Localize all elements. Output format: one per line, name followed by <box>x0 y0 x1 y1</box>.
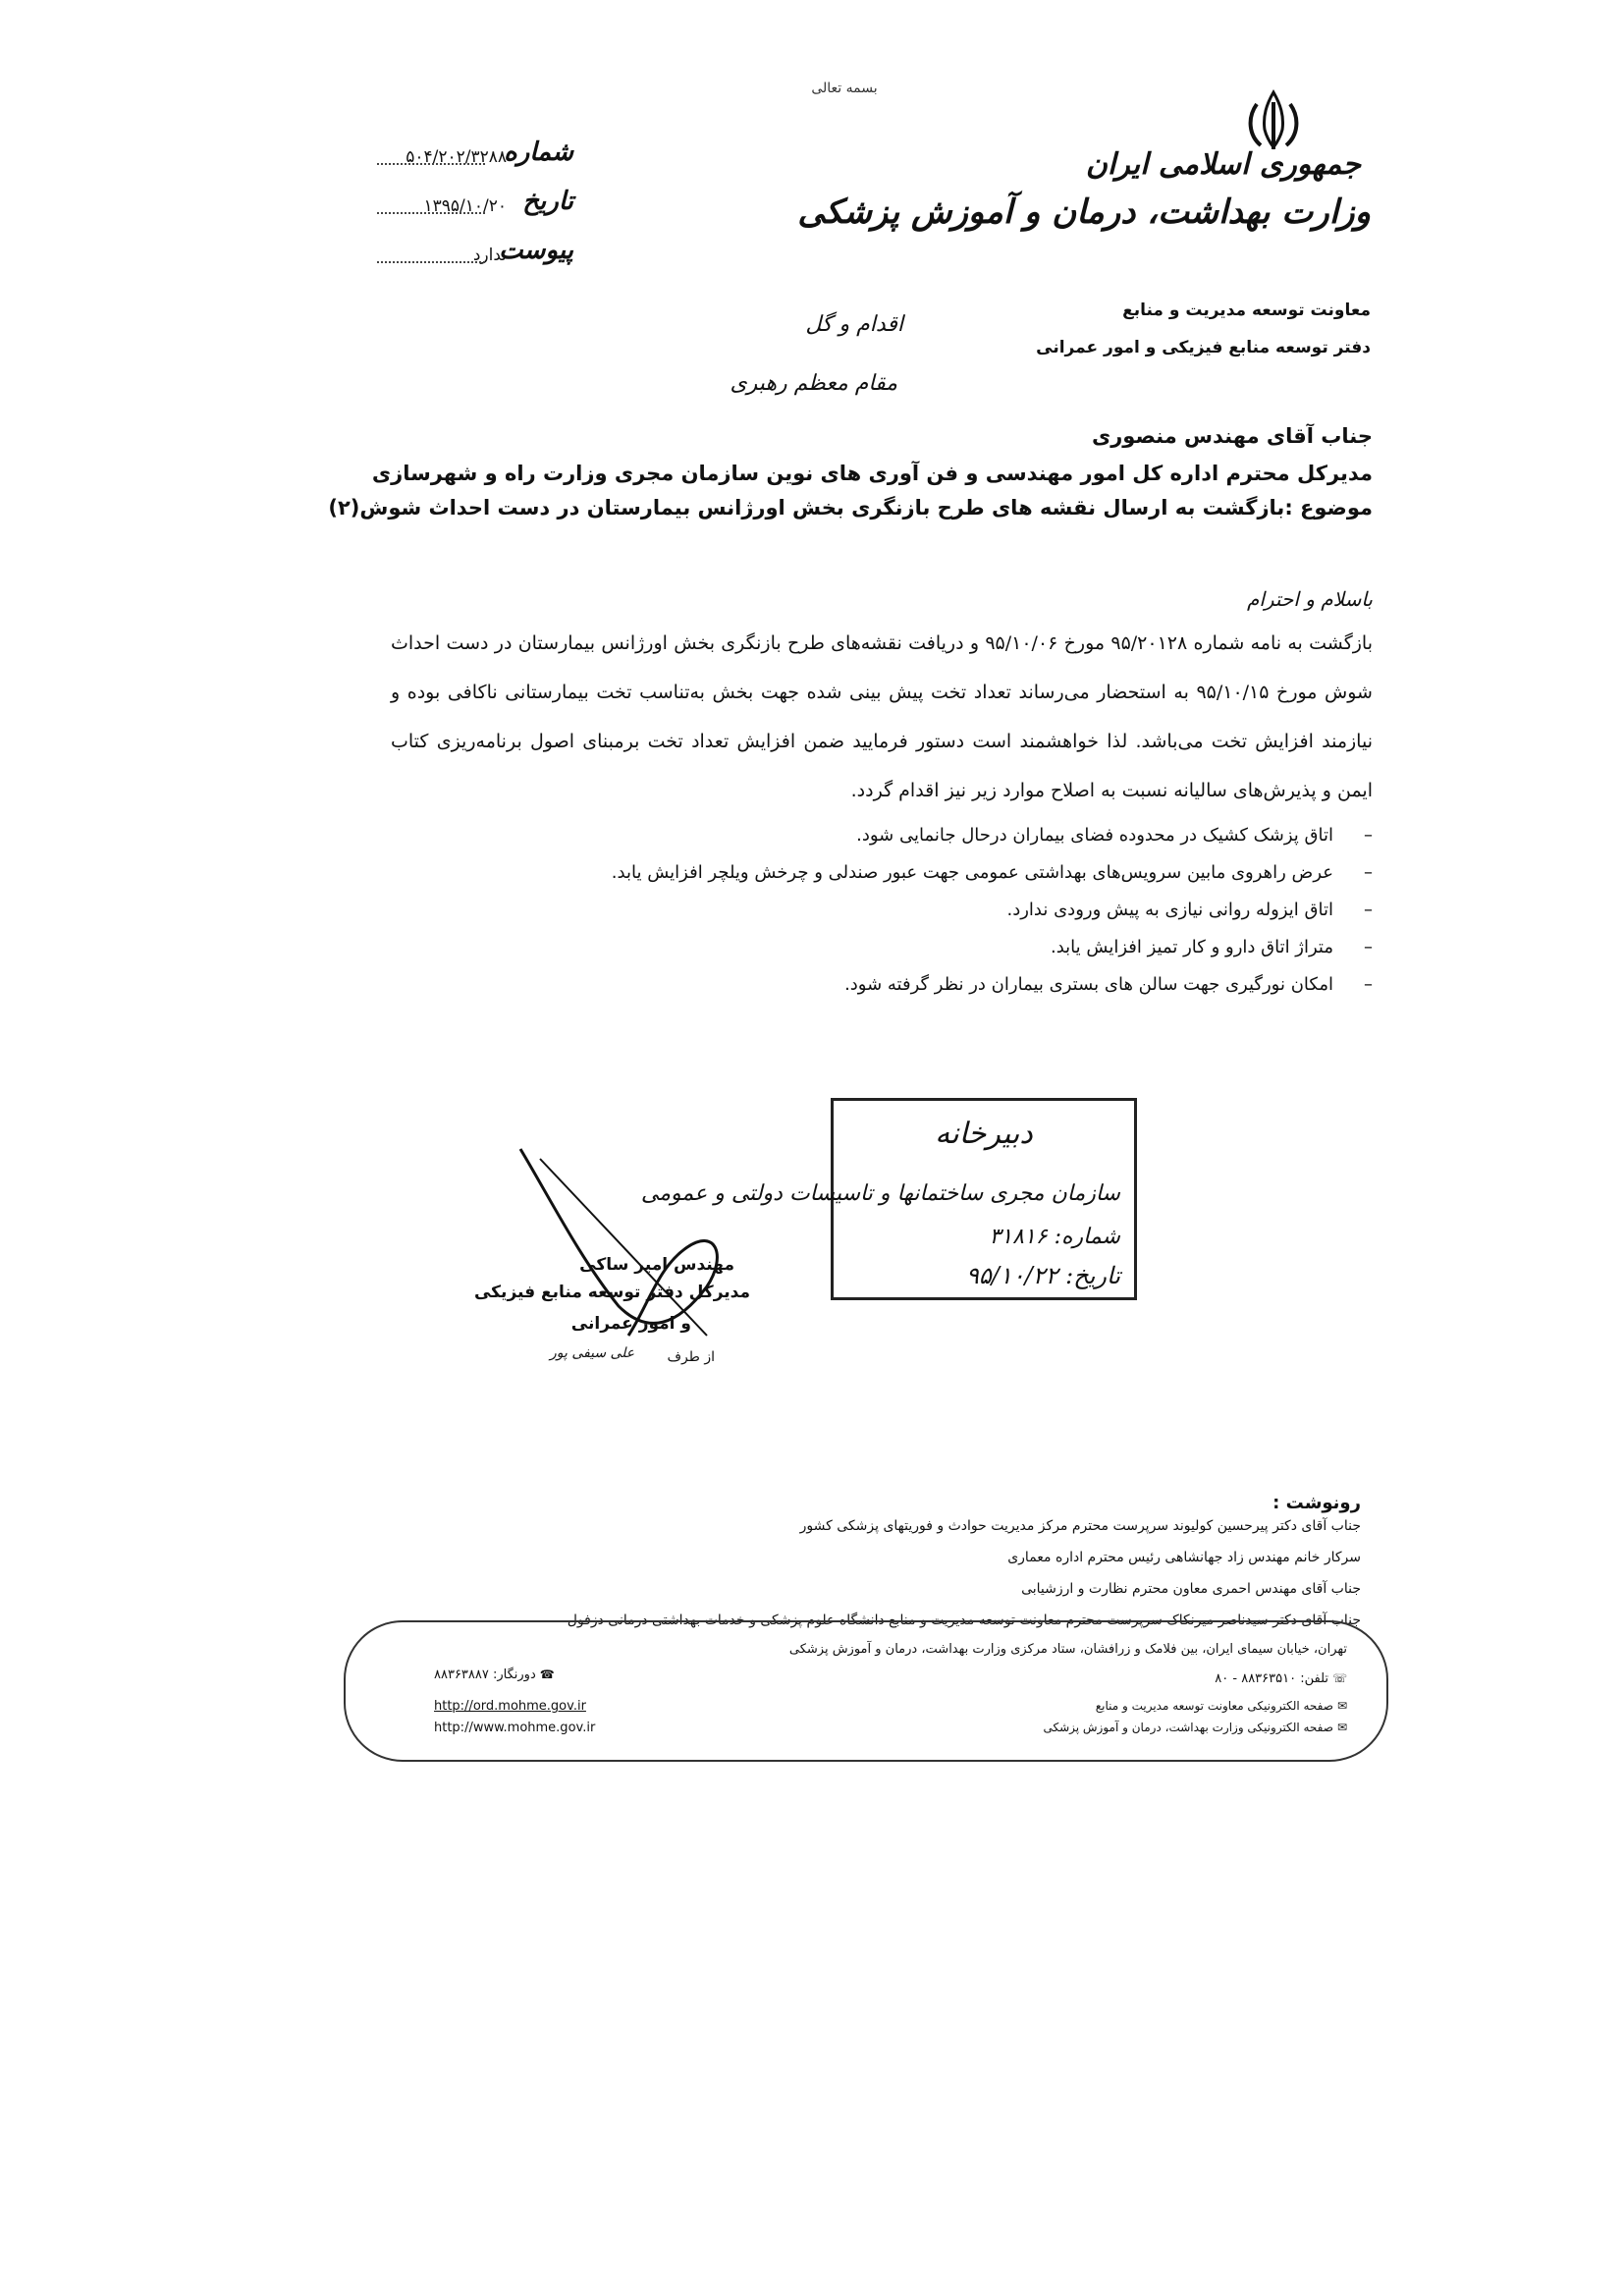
signatory-name: مهندس امیر ساکی <box>579 1255 734 1275</box>
signatory-title: مدیرکل دفتر توسعه منابع فیزیکی <box>473 1283 750 1302</box>
signatory-title-line2: و امور عمرانی <box>570 1314 691 1334</box>
signed-on-behalf: از طرف <box>667 1349 715 1365</box>
cc-item: جناب آقای دکتر سیدناصر میرنکاک سرپرست محترم معاونت توسعه مدیریت و منابع دانشگاه علوم پزشکی و خدمات بهداشتی درمانی دزفول <box>567 1613 1361 1628</box>
republic-title: جمهوری اسلامی ایران <box>1085 147 1361 182</box>
deputy-title: معاونت توسعه مدیریت و منابع <box>1122 301 1371 320</box>
footer-website-1[interactable]: http://ord.mohme.gov.ir <box>434 1699 586 1714</box>
signed-by-name: علی سیفی پور <box>550 1345 635 1361</box>
requirement-list <box>391 825 1373 1011</box>
list-item: – اتاق ایزوله روانی نیازی به پیش ورودی ندارد. <box>391 900 1373 937</box>
number-dots <box>377 163 485 165</box>
list-item: – عرض راهروی مابین سرویس‌های بهداشتی عمومی جهت عبور صندلی و چرخش ویلچر افزایش یابد. <box>391 862 1373 900</box>
list-item: – اتاق پزشک کشیک در محدوده فضای بیماران درحال جانمایی شود. <box>391 825 1373 862</box>
footer-fax-text: دورنگار: ۸۸۳۶۳۸۸۷ <box>434 1667 536 1682</box>
letter-subject: موضوع :بازگشت به ارسال نقشه های طرح بازنگری بخش اورژانس بیمارستان در دست احداث شوش(۲) <box>328 496 1373 519</box>
list-item: – متراژ اتاق دارو و کار تمیز افزایش یابد. <box>391 937 1373 974</box>
cc-item: جناب آقای دکتر پیرحسین کولیوند سرپرست محترم مرکز مدیریت حوادث و فوریتهای پزشکی کشور <box>799 1518 1361 1534</box>
date-dots <box>377 212 485 214</box>
footer-fax <box>434 1667 555 1682</box>
date-label: تاریخ <box>522 187 573 216</box>
footer-email-2-text: صفحه الکترونیکی وزارت بهداشت، درمان و آموزش پزشکی <box>1043 1721 1333 1734</box>
mail-icon: ✉ <box>1336 1721 1347 1734</box>
footer-email-1-text: صفحه الکترونیکی معاونت توسعه مدیریت و منابع <box>1095 1699 1333 1713</box>
stamp-organization: سازمان مجری ساختمانها و تاسیسات دولتی و عمومی <box>640 1181 1120 1206</box>
stamp-title: دبیرخانه <box>935 1117 1033 1151</box>
ministry-title: وزارت بهداشت، درمان و آموزش پزشکی <box>797 192 1371 232</box>
date-value: ۱۳۹۵/۱۰/۲۰ <box>423 196 507 216</box>
iran-emblem-icon <box>1239 86 1308 155</box>
number-value: ۵۰۴/۲۰۲/۳۲۸۸ <box>406 147 507 167</box>
cc-item: سرکار خانم مهندس زاد جهانشاهی رئیس محترم اداره معماری <box>1007 1550 1361 1565</box>
cc-item: جناب آقای مهندس احمری معاون محترم نظارت و ارزشیابی <box>1021 1581 1361 1597</box>
phone-icon: ☏ <box>1331 1671 1347 1685</box>
recipient-name: جناب آقای مهندس منصوری <box>1091 424 1373 448</box>
attachment-row <box>377 236 573 279</box>
footer-website-2[interactable]: http://www.mohme.gov.ir <box>434 1721 596 1735</box>
top-mark: بسمه تعالی <box>811 81 878 96</box>
handwritten-note-1: اقدام و گل <box>805 312 903 337</box>
footer-phone <box>1215 1671 1347 1686</box>
footer-email-1 <box>1096 1699 1347 1713</box>
attachment-label: پیوست <box>499 236 573 265</box>
mail-icon: ✉ <box>1336 1699 1347 1713</box>
stamp-date: تاریخ: ۹۵/۱۰/۲۲ <box>966 1262 1120 1289</box>
footer-phone-text: تلفن: ۸۸۳۶۳۵۱۰ - ۸۰ <box>1215 1671 1328 1686</box>
footer-email-2 <box>1043 1721 1347 1734</box>
handwritten-note-2: مقام معظم رهبری <box>730 371 897 396</box>
recipient-title: مدیرکل محترم اداره کل امور مهندسی و فن آوری های نوین سازمان مجری وزارت راه و شهرسازی <box>371 462 1373 485</box>
number-label: شماره <box>504 137 573 167</box>
list-item: – امکان نورگیری جهت سالن های بستری بیماران در نظر گرفته شود. <box>391 974 1373 1011</box>
greeting: باسلام و احترام <box>1246 587 1373 611</box>
office-title: دفتر توسعه منابع فیزیکی و امور عمرانی <box>1036 338 1371 357</box>
number-row <box>377 137 573 181</box>
attachment-dots <box>377 261 485 263</box>
fax-icon: ☎ <box>539 1667 555 1681</box>
cc-title: رونوشت : <box>1272 1493 1361 1513</box>
date-row <box>377 187 573 230</box>
letterhead-footer <box>344 1620 1388 1762</box>
attachment-value: ندارد <box>472 246 507 265</box>
stamp-number: شماره: ۳۱۸۱۶ <box>989 1225 1120 1249</box>
footer-address: تهران، خیابان سیمای ایران، بین فلامک و زرافشان، ستاد مرکزی وزارت بهداشت، درمان و آموزش پزشکی <box>788 1642 1347 1657</box>
body-paragraph: بازگشت به نامه شماره ۹۵/۲۰۱۲۸ مورخ ۹۵/۱۰/۰۶ و دریافت نقشه‌های طرح بازنگری بخش اورژانس بیمارستان در دست احداث شوش مورخ ۹۵/۱۰/۱۵ به استحضار می‌رساند تعداد تخت پیش بینی شده جهت بخش به‌تناسب تخت بیمارستانی ناکافی بوده و نیازمند افزایش تخت می‌باشد. لذا خواهشمند است دستور فرمایید ضمن افزایش تعداد تخت برمبنای اصول برنامه‌ریزی کتاب ایمن و پذیرش‌های سالیانه نسبت به اصلاح موارد زیر نیز اقدام گردد. <box>391 632 1373 801</box>
